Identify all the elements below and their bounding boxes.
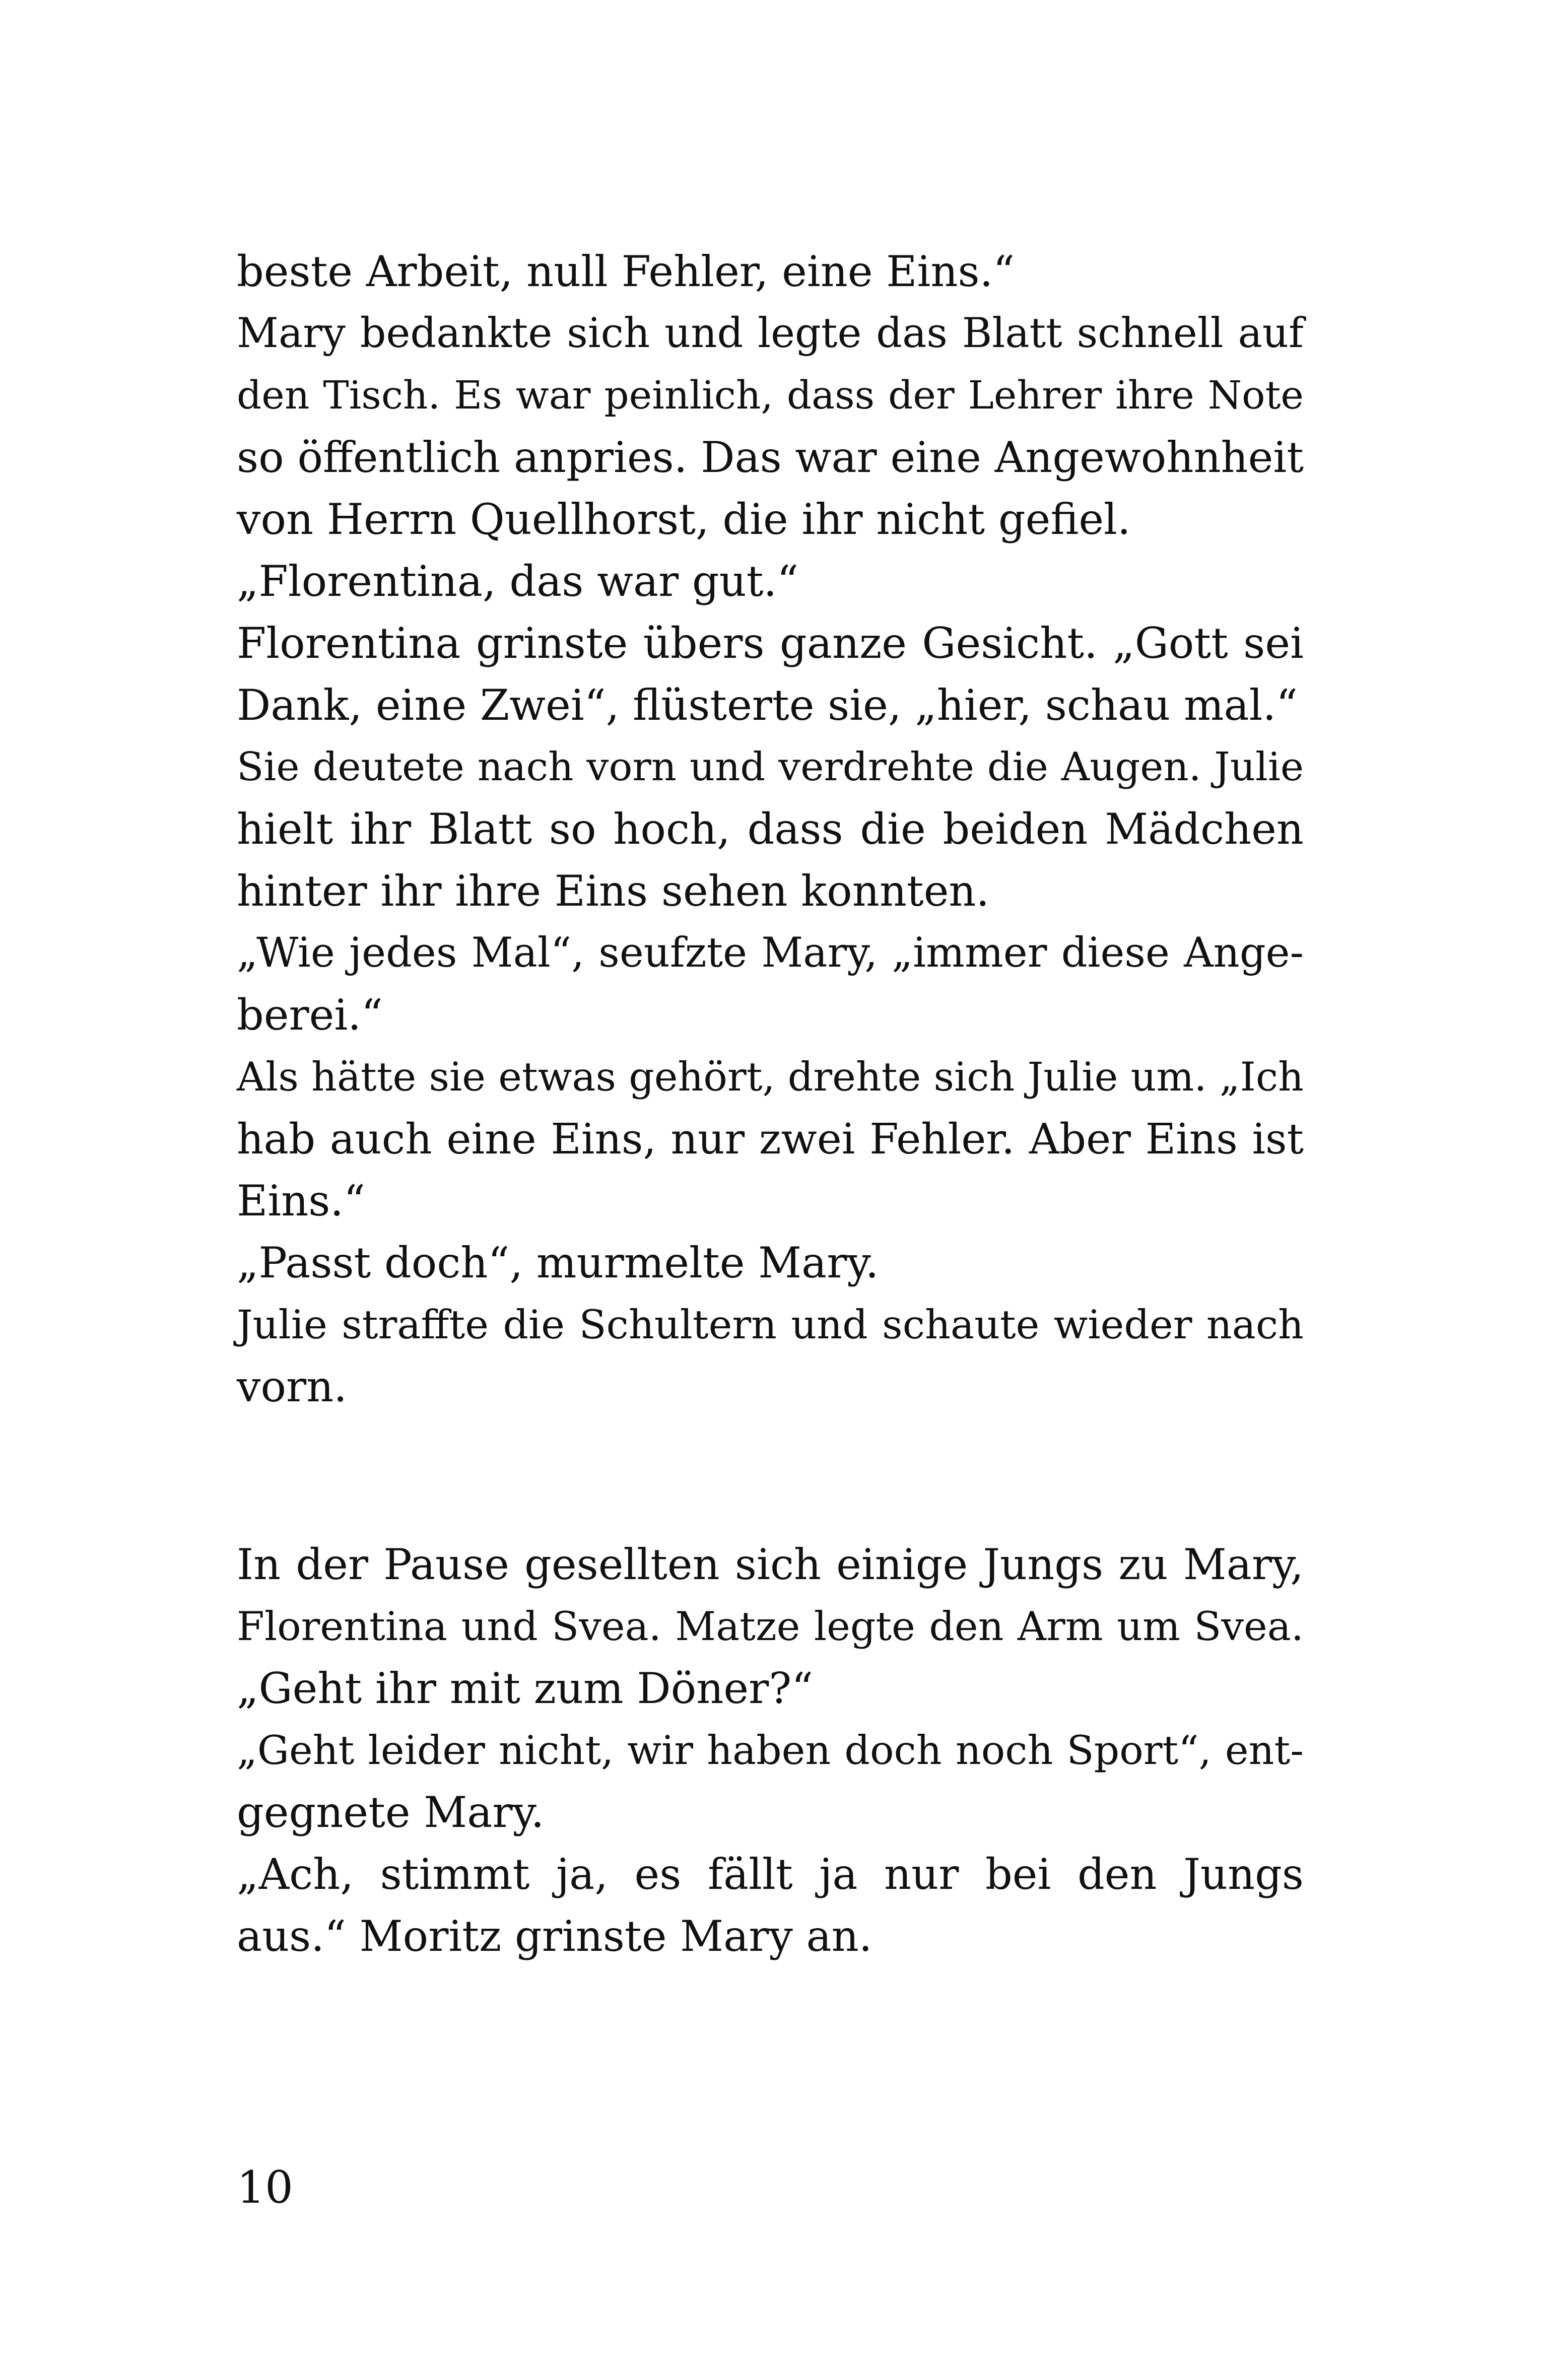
text-section-one — [237, 241, 1304, 1418]
text-line: Sie deutete nach vorn und verdrehte die Augen. Julie — [237, 744, 1304, 790]
text-line: aus.“ Moritz grinste Mary an. — [237, 1912, 872, 1961]
text-line: gegnete Mary. — [237, 1788, 545, 1837]
text-line: hielt ihr Blatt so hoch, dass die beiden Mädchen — [237, 804, 1304, 854]
text-line: hinter ihr ihre Eins sehen konnten. — [237, 866, 990, 916]
text-line: In der Pause gesellten sich einige Jungs zu Mary, — [237, 1540, 1304, 1589]
text-line: Florentina und Svea. Matze legte den Arm um Svea. — [237, 1603, 1304, 1650]
text-line: Eins.“ — [237, 1176, 366, 1226]
text-line: Julie straffte die Schultern und schaute wieder nach — [237, 1302, 1304, 1348]
text-line: hab auch eine Eins, nur zwei Fehler. Aber Eins ist — [237, 1115, 1304, 1164]
text-line: beste Arbeit, null Fehler, eine Eins.“ — [237, 247, 1015, 296]
text-line: „Geht leider nicht, wir haben doch noch Sport“, ent- — [237, 1727, 1304, 1774]
text-line: Mary bedankte sich und legte das Blatt schnell auf — [237, 310, 1304, 357]
text-line: Florentina grinste übers ganze Gesicht. „Gott sei — [237, 619, 1304, 668]
text-line: den Tisch. Es war peinlich, dass der Lehrer ihre Note — [237, 373, 1304, 418]
text-line: Dank, eine Zwei“, flüsterte sie, „hier, schau mal.“ — [237, 681, 1298, 730]
text-line: „Ach, stimmt ja, es fällt ja nur bei den Jungs — [237, 1850, 1304, 1899]
text-line: Als hätte sie etwas gehört, drehte sich Julie um. „Ich — [237, 1054, 1304, 1100]
text-line: „Florentina, das war gut.“ — [237, 557, 799, 606]
text-section-two — [237, 1534, 1304, 1967]
text-line: so öffentlich anpries. Das war eine Angewohnheit — [237, 433, 1304, 482]
text-line: „Geht ihr mit zum Döner?“ — [237, 1664, 814, 1713]
text-line: berei.“ — [237, 990, 383, 1040]
text-line: „Wie jedes Mal“, seufzte Mary, „immer diese Ange- — [237, 929, 1304, 977]
text-line: vorn. — [237, 1362, 347, 1411]
text-line: von Herrn Quellhorst, die ihr nicht gefiel. — [237, 495, 1131, 544]
page-number: 10 — [237, 2161, 293, 2213]
text-line: „Passt doch“, murmelte Mary. — [237, 1238, 879, 1287]
